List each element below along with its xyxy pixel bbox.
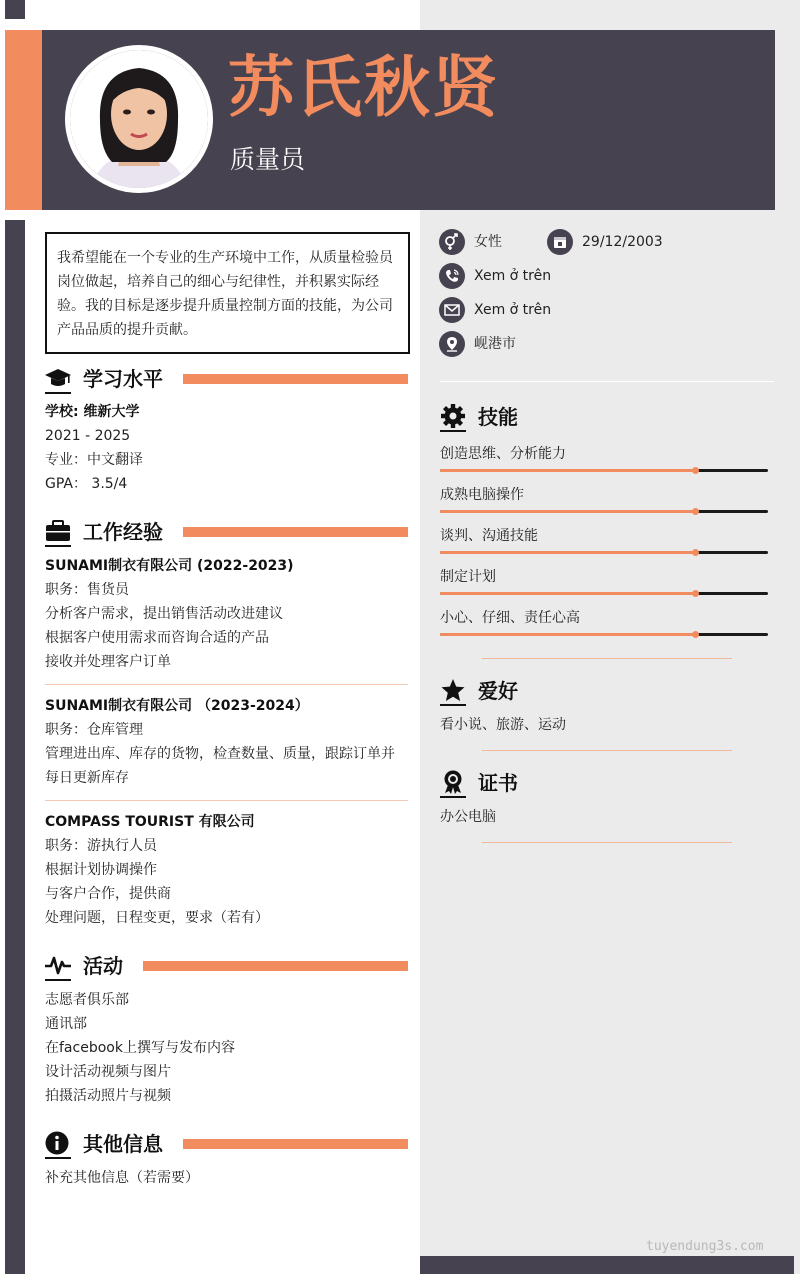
study-years: 2021 - 2025	[45, 428, 131, 444]
section-hobbies	[440, 676, 770, 706]
email-icon	[439, 297, 465, 323]
school-name: 学校: 维新大学	[45, 404, 140, 420]
gender: 女性	[474, 234, 502, 250]
contact-divider	[440, 381, 774, 382]
right-bottom-bar	[420, 1256, 794, 1274]
gender-icon	[439, 229, 465, 255]
divider	[45, 800, 408, 801]
job-line: 根据客户使用需求而咨询合适的产品	[45, 630, 269, 646]
career-objective: 我希望能在一个专业的生产环境中工作，从质量检验员岗位做起，培养自己的细心与纪律性，并积累实际经验。我的目标是逐步提升质量控制方面的技能，为公司产品品质的提升贡献。	[45, 232, 410, 354]
section-accent-bar	[143, 961, 408, 971]
calendar-icon	[547, 229, 573, 255]
section-other	[45, 1129, 408, 1159]
job-company: COMPASS TOURIST 有限公司	[45, 814, 255, 830]
header-accent-bar	[5, 30, 42, 210]
activity-item: 志愿者俱乐部	[45, 992, 129, 1008]
skill-bar-fill	[440, 469, 696, 472]
heartbeat-icon	[45, 953, 71, 977]
skill-label: 制定计划	[440, 569, 496, 585]
left-decor-strip	[5, 220, 25, 1274]
job-line: 处理问题，日程变更，要求（若有）	[45, 910, 269, 926]
star-icon	[440, 678, 466, 702]
skill-bar	[440, 551, 768, 554]
section-title: 工作经验	[83, 520, 163, 544]
section-underline	[45, 979, 71, 981]
section-accent-bar	[183, 374, 408, 384]
section-work	[45, 517, 408, 547]
job-line: 分析客户需求，提出销售活动改进建议	[45, 606, 283, 622]
divider	[482, 750, 732, 751]
candidate-name: 苏氏秋贤	[228, 49, 500, 126]
section-underline	[45, 392, 71, 394]
graduation-cap-icon	[45, 366, 71, 390]
briefcase-icon	[45, 519, 71, 543]
skill-label: 创造思维、分析能力	[440, 446, 566, 462]
hobbies-text: 看小说、旅游、运动	[440, 717, 566, 733]
job-line: 与客户合作，提供商	[45, 886, 171, 902]
watermark: tuyendung3s.com	[646, 1239, 764, 1254]
job-company: SUNAMI制衣有限公司 (2022-2023)	[45, 558, 294, 574]
skill-label: 谈判、沟通技能	[440, 528, 538, 544]
job-line: 职务：仓库管理	[45, 722, 143, 738]
skill-label: 小心、仔细、责任心高	[440, 610, 580, 626]
section-activities	[45, 951, 408, 981]
section-underline	[440, 704, 466, 706]
job-title: 质量员	[230, 145, 306, 174]
section-title: 爱好	[478, 679, 518, 703]
phone: Xem ở trên	[474, 268, 552, 284]
activity-item: 通讯部	[45, 1016, 87, 1032]
email: Xem ở trên	[474, 302, 552, 318]
section-underline	[45, 1157, 71, 1159]
location-icon	[439, 331, 465, 357]
section-title: 活动	[83, 954, 123, 978]
activity-item: 拍摄活动照片与视频	[45, 1088, 171, 1104]
left-decor-strip-top	[5, 0, 25, 19]
section-skills	[440, 402, 770, 432]
skill-bar	[440, 592, 768, 595]
section-title: 技能	[478, 405, 518, 429]
award-icon	[440, 770, 466, 794]
section-certificates	[440, 768, 770, 798]
skill-bar-fill	[440, 551, 696, 554]
activity-item: 在facebook上撰写与发布内容	[45, 1040, 235, 1056]
skill-bar-fill	[440, 633, 696, 636]
skill-bar	[440, 510, 768, 513]
section-underline	[45, 545, 71, 547]
divider	[482, 658, 732, 659]
job-line: 职务：游执行人员	[45, 838, 157, 854]
info-icon	[45, 1131, 71, 1155]
skill-label: 成熟电脑操作	[440, 487, 524, 503]
section-title: 其他信息	[83, 1132, 163, 1156]
gpa: GPA： 3.5/4	[45, 476, 128, 492]
section-title: 学习水平	[83, 367, 163, 391]
job-line: 管理进出库、库存的货物，检查数量、质量，跟踪订单并	[45, 746, 395, 762]
other-info-text: 补充其他信息（若需要）	[45, 1170, 199, 1186]
divider	[482, 842, 732, 843]
phone-icon	[439, 263, 465, 289]
divider	[45, 684, 408, 685]
section-education	[45, 364, 408, 394]
job-line: 接收并处理客户订单	[45, 654, 171, 670]
date-of-birth: 29/12/2003	[582, 234, 663, 250]
skill-bar-fill	[440, 592, 696, 595]
activity-item: 设计活动视频与图片	[45, 1064, 171, 1080]
avatar	[70, 50, 208, 188]
job-line: 根据计划协调操作	[45, 862, 157, 878]
section-accent-bar	[183, 527, 408, 537]
section-accent-bar	[183, 1139, 408, 1149]
section-underline	[440, 430, 466, 432]
skill-bar-fill	[440, 510, 696, 513]
section-underline	[440, 796, 466, 798]
certificates-text: 办公电脑	[440, 809, 496, 825]
address: 岘港市	[474, 336, 516, 352]
gear-icon	[440, 404, 466, 428]
job-line: 职务：售货员	[45, 582, 129, 598]
section-title: 证书	[478, 771, 518, 795]
skill-bar	[440, 469, 768, 472]
job-company: SUNAMI制衣有限公司 （2023-2024）	[45, 698, 309, 714]
skill-bar	[440, 633, 768, 636]
job-line: 每日更新库存	[45, 770, 129, 786]
major: 专业：中文翻译	[45, 452, 143, 468]
